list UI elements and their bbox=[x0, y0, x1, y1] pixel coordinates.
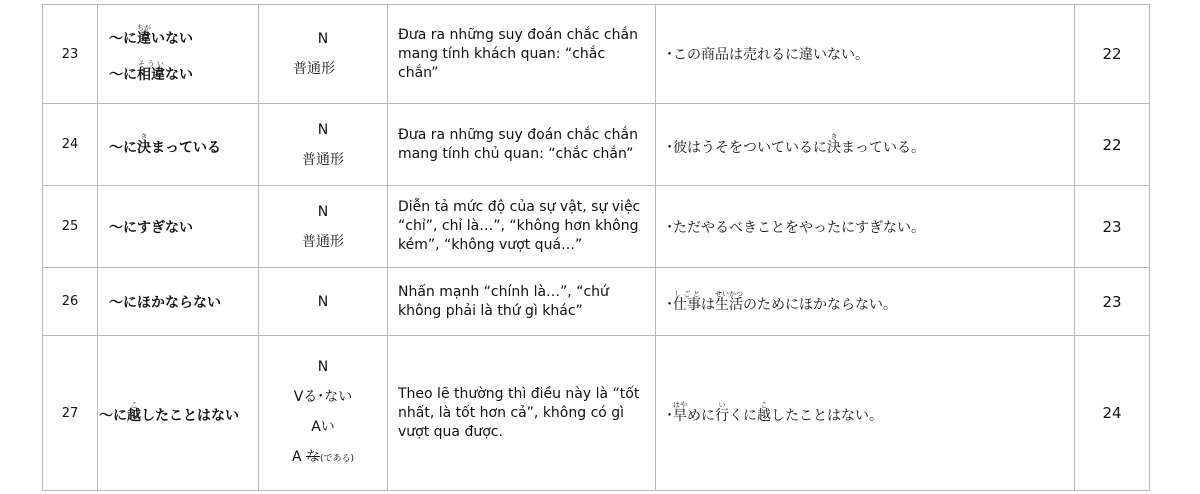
grammar-table bbox=[42, 4, 1150, 491]
meaning-text: Theo lẽ thường thì điều này là “tốt nhất, là tốt hơn cả”, không có gì vượt qua được. bbox=[388, 336, 656, 491]
table-row bbox=[43, 186, 1150, 268]
example-sentence: ･仕事しごとは生活せいかつのためにほかならない。 bbox=[656, 268, 1075, 336]
page-number: 22 bbox=[1075, 104, 1150, 186]
table-row bbox=[43, 268, 1150, 336]
row-number: 24 bbox=[43, 104, 98, 186]
connection-form: N 普通形 bbox=[259, 5, 388, 104]
table-row bbox=[43, 104, 1150, 186]
table-row bbox=[43, 5, 1150, 104]
connection-form: N Vる･ない Aい A な(である) bbox=[259, 336, 388, 491]
meaning-text: Đưa ra những suy đoán chắc chắn mang tính khách quan: “chắc chắn” bbox=[388, 5, 656, 104]
page-number: 24 bbox=[1075, 336, 1150, 491]
page-number: 23 bbox=[1075, 186, 1150, 268]
table-row bbox=[43, 336, 1150, 491]
grammar-pattern bbox=[98, 5, 259, 104]
grammar-variant: 〜に違ちがいない bbox=[109, 24, 193, 47]
grammar-pattern: 〜にすぎない bbox=[98, 186, 259, 268]
example-sentence: ･この商品は売れるに違いない。 bbox=[656, 5, 1075, 104]
grammar-pattern: 〜にほかならない bbox=[98, 268, 259, 336]
row-number: 25 bbox=[43, 186, 98, 268]
example-sentence: ･早はやめに行いくに越こしたことはない。 bbox=[656, 336, 1075, 491]
meaning-text: Diễn tả mức độ của sự vật, sự việc “chỉ”, chỉ là…”, “không hơn không kém”, “không vượt quá…” bbox=[388, 186, 656, 268]
meaning-text: Đưa ra những suy đoán chắc chắn mang tính chủ quan: “chắc chắn” bbox=[388, 104, 656, 186]
row-number: 26 bbox=[43, 268, 98, 336]
grammar-pattern: 〜に決きまっている bbox=[98, 104, 259, 186]
connection-form: N 普通形 bbox=[259, 104, 388, 186]
meaning-text: Nhấn mạnh “chính là…”, “chứ không phải là thứ gì khác” bbox=[388, 268, 656, 336]
row-number: 27 bbox=[43, 336, 98, 491]
connection-form: N 普通形 bbox=[259, 186, 388, 268]
grammar-variant: 〜に相違そういない bbox=[109, 60, 193, 83]
row-number: 23 bbox=[43, 5, 98, 104]
example-sentence: ･彼はうそをついているに決きまっている。 bbox=[656, 104, 1075, 186]
page-number: 22 bbox=[1075, 5, 1150, 104]
grammar-pattern: 〜に越こしたことはない bbox=[98, 336, 259, 491]
page-number: 23 bbox=[1075, 268, 1150, 336]
example-sentence: ･ただやるべきことをやったにすぎない。 bbox=[656, 186, 1075, 268]
connection-form: N bbox=[259, 268, 388, 336]
